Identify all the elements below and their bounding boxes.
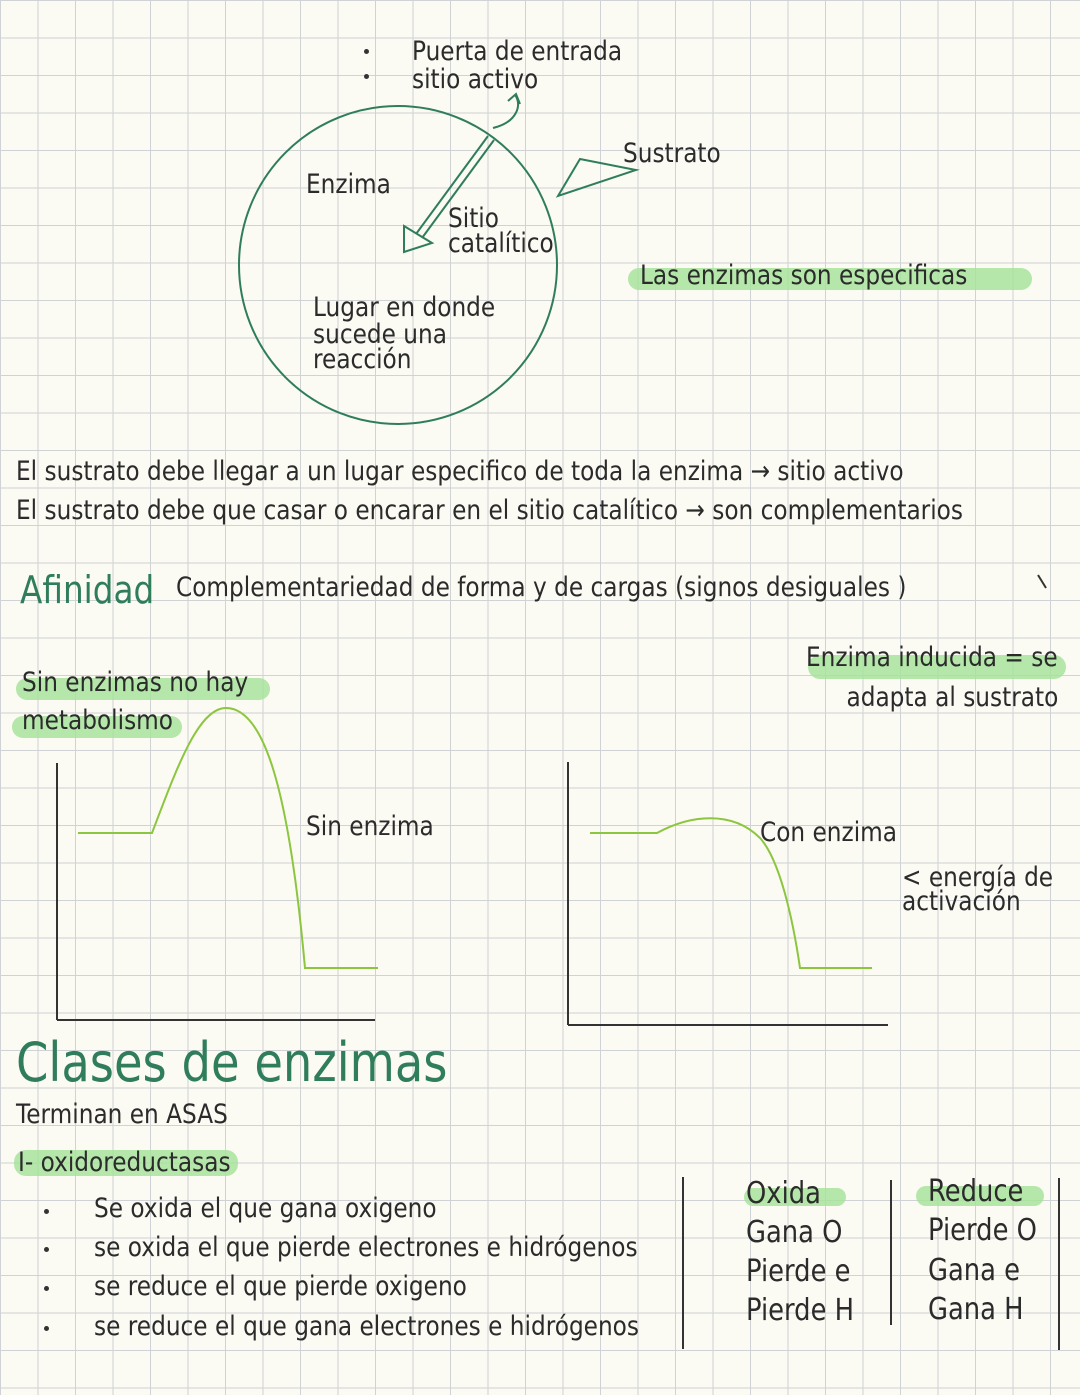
reduce-row: Pierde O [928,1213,1037,1248]
without-enzyme-label: Sin enzima [306,811,434,842]
oxida-header: Oxida [746,1176,821,1211]
bullet-dot [364,49,369,54]
reduce-header: Reduce [928,1174,1024,1209]
with-enzyme-label: Con enzima [760,817,898,848]
note-line-2: El sustrato debe que casar o encarar en el sitio catalítico → son complementarios [16,495,963,526]
reaction-label-2: sucede una [313,319,447,350]
catalytic-site-label-2: catalítico [448,228,554,259]
affinity-term: Afinidad [20,568,155,612]
substrate-label: Sustrato [623,138,721,169]
bullet-item: Se oxida el que gana oxigeno [94,1193,437,1224]
table-divider [890,1180,892,1325]
bullet-item: se reduce el que gana electrones e hidrógenos [94,1311,639,1342]
oxidoreductasas-label: I- oxidoreductasas [18,1147,231,1178]
reaction-label-1: Lugar en donde [313,292,496,323]
bullet-item: se oxida el que pierde electrones e hidrógenos [94,1232,638,1263]
affinity-definition: Complementariedad de forma y de cargas (signos desiguales ) [176,572,907,603]
table-divider [1058,1178,1060,1350]
bullet-item: se reduce el que pierde oxigeno [94,1271,467,1302]
reduce-row: Gana e [928,1253,1021,1288]
oxida-row: Pierde H [746,1293,855,1328]
bullet-dot [364,74,369,79]
activation-energy-1: < energía de [902,862,1054,893]
enzyme-label: Enzima [306,169,391,200]
classes-subtitle: Terminan en ASAS [16,1099,228,1130]
reaction-label-3: reacción [313,344,412,375]
enzyme-circle [239,106,557,424]
catalytic-site-label-1: Sitio [448,203,499,234]
induced-fit-line-1: Enzima inducida = se [806,642,1058,673]
induced-fit-line-2: adapta al sustrato [846,682,1058,713]
entrance-label-2: sitio activo [412,64,539,95]
oxida-row: Pierde e [746,1254,851,1289]
bullet-dot [44,1209,49,1214]
bullet-dot [44,1326,49,1331]
specific-note: Las enzimas son especificas [640,260,968,291]
note-line-1: El sustrato debe llegar a un lugar especifico de toda la enzima → sitio activo [16,456,904,487]
metabolism-line-1: Sin enzimas no hay [22,667,249,698]
classes-title: Clases de enzimas [16,1031,448,1094]
activation-energy-2: activación [902,886,1021,917]
bullet-dot [44,1247,49,1252]
bullet-dot [44,1286,49,1291]
entrance-label-1: Puerta de entrada [412,36,623,67]
reduce-row: Gana H [928,1292,1024,1327]
table-divider [682,1177,684,1349]
oxida-row: Gana O [746,1215,843,1250]
metabolism-line-2: metabolismo [22,705,174,736]
